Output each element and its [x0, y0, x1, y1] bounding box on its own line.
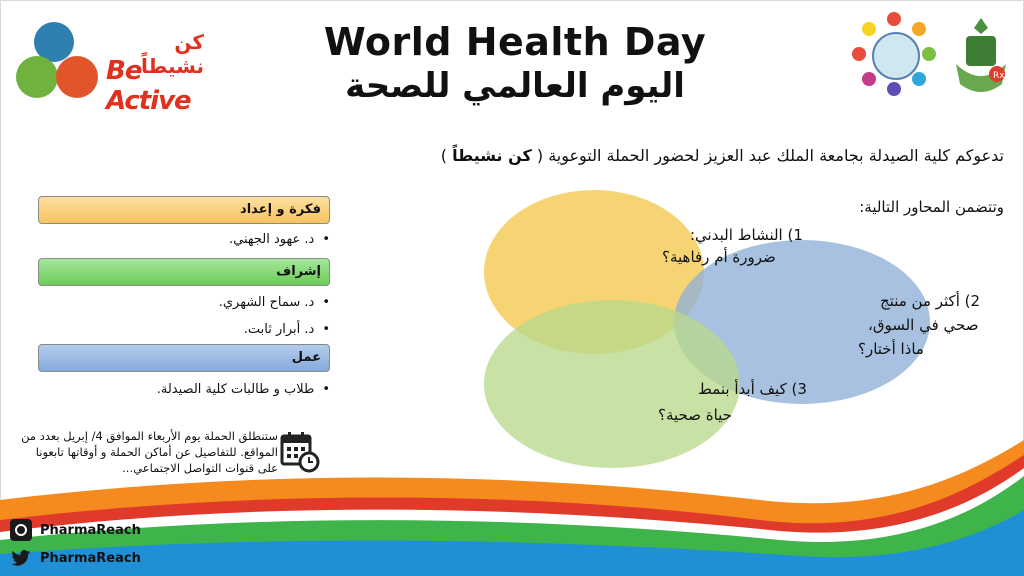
supervision-label: إشراف — [38, 258, 330, 286]
campaign-notice: ستنطلق الحملة يوم الأربعاء الموافق 4/ إبريل بعدد من المواقع. للتفاصيل عن أماكن الحملة و أوقاتها تابعونا على قنوات التواصل الاجتماعي... — [21, 429, 278, 475]
topic1-line2: ضرورة أم رفاهية؟ — [662, 248, 776, 266]
running-icon — [56, 56, 98, 98]
work-label: عمل — [38, 344, 330, 372]
topic2-line2: صحي في السوق، — [868, 316, 979, 334]
twitter-handle[interactable] — [10, 546, 141, 570]
pharmareach-logo — [852, 12, 936, 96]
logo-arabic: كن نشيطاً — [140, 30, 204, 78]
topics-venn-diagram — [486, 190, 981, 480]
svg-text:Rx: Rx — [993, 71, 1005, 81]
topic2-line3: ماذا أختار؟ — [858, 340, 924, 358]
work-team: • طلاب و طالبات كلية الصيدلة. — [157, 382, 330, 397]
title-arabic: اليوم العالمي للصحة — [345, 66, 685, 106]
calendar-clock-icon — [280, 430, 320, 474]
be-active-logo — [14, 18, 204, 116]
instagram-label: PharmaReach — [40, 522, 141, 538]
campaign-name: كن نشيطاً — [452, 146, 532, 165]
twitter-icon — [10, 547, 32, 569]
instagram-handle[interactable] — [10, 518, 141, 542]
idea-label: فكرة و إعداد — [38, 196, 330, 224]
topic3-line1: 3) كيف أبدأ بنمط — [698, 380, 807, 398]
topic1-line1: 1) النشاط البدني: — [690, 226, 803, 244]
logo-english: Be Active — [106, 56, 191, 116]
topic2-line1: 2) أكثر من منتج — [880, 292, 981, 310]
pharmacy-college-logo — [948, 14, 1014, 104]
title-english: World Health Day — [323, 20, 707, 64]
cycling-icon — [16, 56, 58, 98]
topic3-line2: حياة صحية؟ — [658, 406, 732, 424]
invitation-text: تدعوكم كلية الصيدلة بجامعة الملك عبد العزيز لحضور الحملة التوعوية ( كن نشيطاً ) — [440, 146, 1004, 165]
supervisor-2: • د. أبرار ثابت. — [244, 322, 330, 337]
axes-intro: وتتضمن المحاور التالية: — [859, 198, 1004, 216]
instagram-icon — [10, 519, 32, 541]
twitter-label: PharmaReach — [40, 550, 141, 566]
supervisor-1: • د. سماح الشهري. — [219, 295, 330, 310]
idea-person: • د. عهود الجهني. — [229, 232, 330, 247]
